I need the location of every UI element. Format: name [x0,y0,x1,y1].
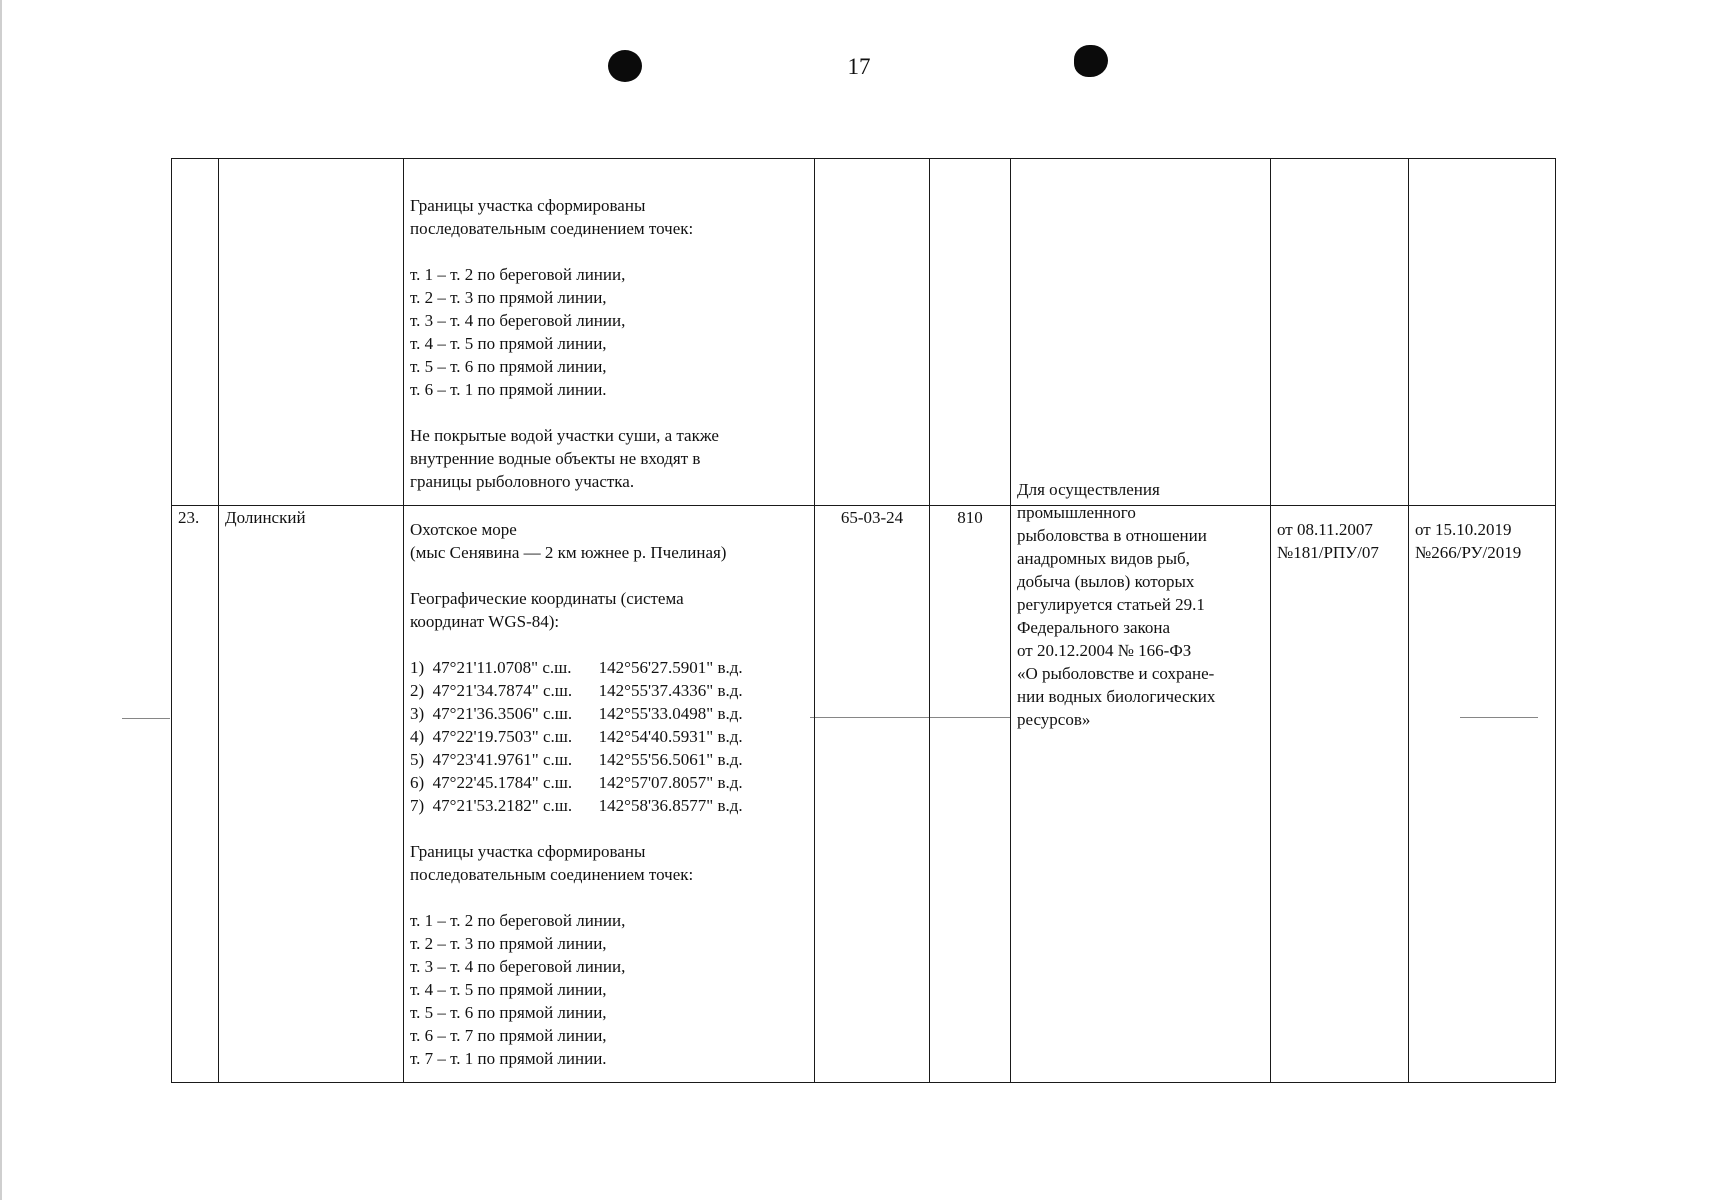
cell-purpose [1011,159,1271,506]
coordinates-list [410,656,808,817]
cell-decision-1: от 08.11.2007 №181/РПУ/07 [1271,506,1409,1083]
scan-dash [1460,717,1538,718]
cell-code: 65-03-24 [815,506,930,1083]
boundary-note: Не покрытые водой участки суши, а также внутренние водные объекты не входят в границы рыболовного участка. [410,426,719,491]
boundary-intro: Границы участка сформированы последовательным соединением точек: [410,842,694,884]
boundary-line: т. 5 – т. 6 по прямой линии, [410,357,607,376]
boundary-line: т. 7 – т. 1 по прямой линии. [410,1049,607,1068]
coords-heading: Географические координаты (система координат WGS-84): [410,589,684,631]
cell-description [404,159,815,506]
cell-area [930,159,1011,506]
coordinate-point: 1) 47°21'11.0708" с.ш. 142°56'27.5901" в.д. [410,658,743,677]
sea-name: Охотское море [410,520,517,539]
boundary-line: т. 2 – т. 3 по прямой линии, [410,934,607,953]
coordinate-point: 5) 47°23'41.9761" с.ш. 142°55'56.5061" в.д. [410,750,743,769]
cell-decision-2: от 15.10.2019 №266/РУ/2019 [1409,506,1556,1083]
table-row-entry-23 [172,506,1556,1083]
boundary-line: т. 4 – т. 5 по прямой линии, [410,980,607,999]
cell-decision-1 [1271,159,1409,506]
cell-description [404,506,815,1083]
coordinate-point: 4) 47°22'19.7503" с.ш. 142°54'40.5931" в.д. [410,727,743,746]
cell-number: 23. [172,506,219,1083]
coordinate-point: 3) 47°21'36.3506" с.ш. 142°55'33.0498" в.д. [410,704,743,723]
cell-code [815,159,930,506]
scan-left-edge [0,0,2,1200]
boundary-line: т. 3 – т. 4 по береговой линии, [410,311,626,330]
boundary-line: т. 1 – т. 2 по береговой линии, [410,265,626,284]
scan-dash [810,717,1010,718]
cell-number [172,159,219,506]
page-number: 17 [847,54,871,79]
boundary-line: т. 6 – т. 7 по прямой линии, [410,1026,607,1045]
boundary-line: т. 3 – т. 4 по береговой линии, [410,957,626,976]
cell-area: 810 [930,506,1011,1083]
boundary-intro: Границы участка сформированы последовательным соединением точек: [410,196,694,238]
boundary-line: т. 2 – т. 3 по прямой линии, [410,288,607,307]
scan-dash [122,718,170,719]
boundary-line: т. 5 – т. 6 по прямой линии, [410,1003,607,1022]
boundary-lines [410,909,808,1070]
boundary-lines [410,263,808,401]
cell-name: Долинский [219,506,404,1083]
boundary-line: т. 4 – т. 5 по прямой линии, [410,334,607,353]
location: (мыс Сенявина — 2 км южнее р. Пчелиная) [410,543,727,562]
cell-name [219,159,404,506]
coordinate-point: 6) 47°22'45.1784" с.ш. 142°57'07.8057" в.д. [410,773,743,792]
boundary-line: т. 6 – т. 1 по прямой линии. [410,380,607,399]
coordinate-point: 7) 47°21'53.2182" с.ш. 142°58'36.8577" в.д. [410,796,743,815]
coordinate-point: 2) 47°21'34.7874" с.ш. 142°55'37.4336" в.д. [410,681,743,700]
boundary-line: т. 1 – т. 2 по береговой линии, [410,911,626,930]
fishing-areas-table [171,158,1556,1083]
cell-decision-2 [1409,159,1556,506]
cell-purpose: Для осуществления промышленного рыболовства в отношении анадромных видов рыб, добыча (вылов) которых регулируется статьей 29.1 Федерального закона от 20.12.2004 № 166-ФЗ «О рыболовстве и сохране- нии водных биологических ресурсов» [1011,506,1271,1083]
table-row-continuation [172,159,1556,506]
